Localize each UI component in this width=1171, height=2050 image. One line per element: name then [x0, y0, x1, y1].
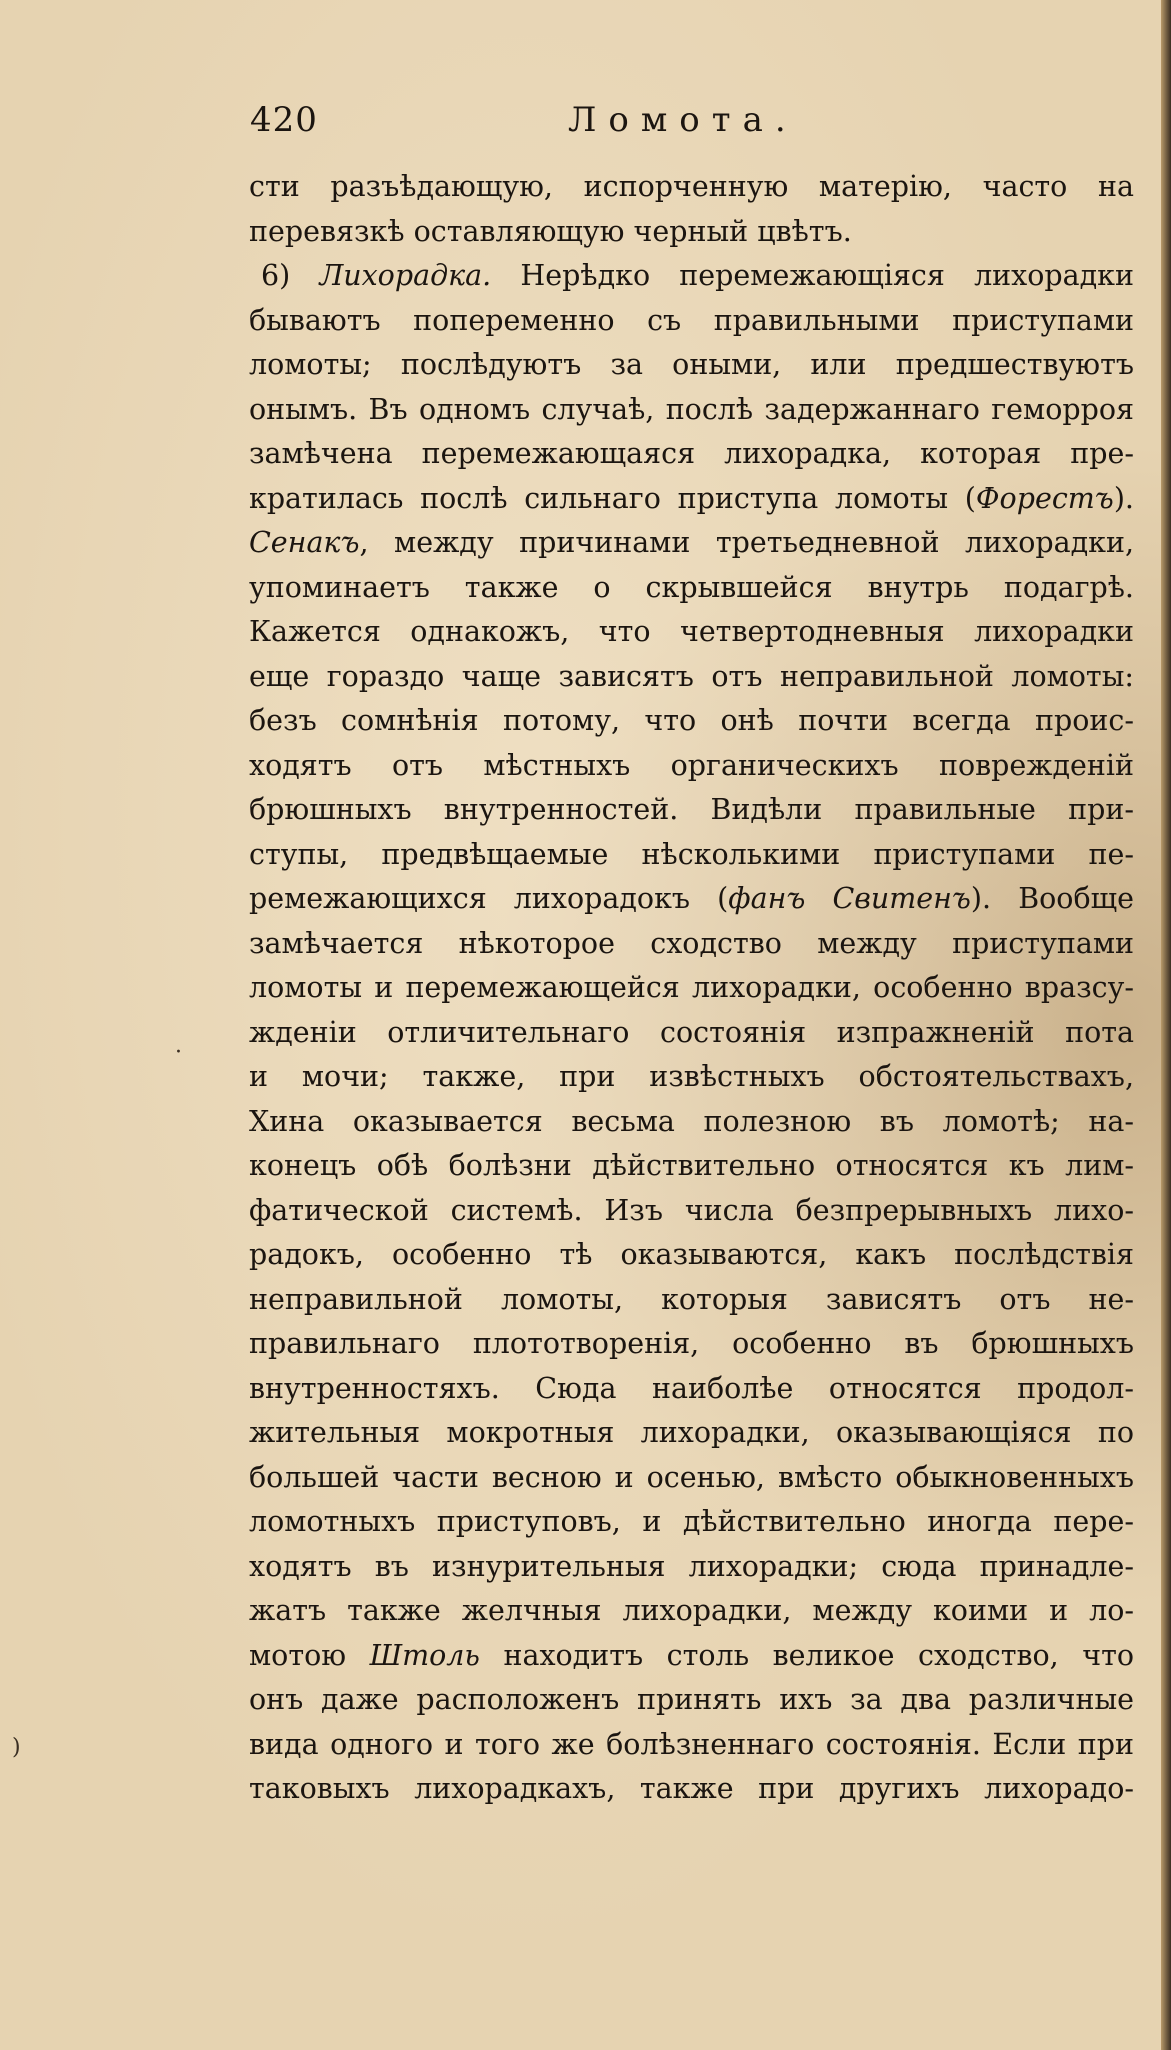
text-line: [249, 699, 1134, 744]
text-line: [249, 1011, 1134, 1056]
text-line: [249, 521, 1134, 566]
text-run: 6): [261, 259, 320, 292]
text-run: и мочи; также, при извѣстныхъ обстоятельствахъ,: [249, 1060, 1134, 1093]
text-line: [249, 210, 1134, 255]
text-line: [249, 744, 1134, 789]
text-run: кратилась послѣ сильнаго приступа ломоты (: [249, 481, 976, 515]
text-run: сти разъѣдающую, испорченную матерію, часто на: [249, 170, 1134, 203]
text-line: [249, 1144, 1134, 1189]
text-line: [249, 254, 1134, 299]
text-run: радокъ, особенно тѣ оказываются, какъ послѣдствія: [249, 1238, 1134, 1271]
text-run: упоминаетъ также о скрывшейся внутрь подагрѣ.: [249, 570, 1134, 604]
italic-name: Лихорадка.: [319, 259, 492, 292]
text-line: [249, 1055, 1134, 1100]
margin-mark: ): [12, 1735, 21, 1760]
text-run: бываютъ попеременно съ правильными приступами: [249, 303, 1134, 337]
text-run: еще гораздо чаще зависятъ отъ неправильной ломоты:: [249, 659, 1134, 693]
text-line: [249, 1723, 1134, 1768]
text-run: ступы, предвѣщаемые нѣсколькими приступами пе-: [249, 837, 1134, 871]
text-run: ходятъ въ изнурительныя лихорадки; сюда принадле-: [249, 1549, 1134, 1583]
body-text: [249, 165, 1134, 1812]
text-line: [249, 1411, 1134, 1456]
text-run: находитъ столь великое сходство, что: [479, 1638, 1134, 1672]
text-run: жатъ также желчныя лихорадки, между коими и ло-: [249, 1594, 1134, 1627]
italic-name: Форестъ: [975, 481, 1114, 515]
text-run: онъ даже расположенъ принять ихъ за два различные: [249, 1683, 1134, 1716]
text-run: брюшныхъ внутренностей. Видѣли правильные при-: [249, 793, 1134, 826]
text-run: ремежающихся лихорадокъ (: [249, 882, 729, 915]
running-head: [250, 100, 1150, 150]
text-run: ).: [1113, 481, 1134, 515]
text-run: большей части весною и осенью, вмѣсто обыкновенныхъ: [249, 1460, 1134, 1494]
text-run: жительныя мокротныя лихорадки, оказывающіяся по: [249, 1416, 1134, 1449]
text-run: Нерѣдко перемежающіяся лихорадки: [491, 259, 1134, 292]
italic-name: Штоль: [369, 1638, 480, 1672]
text-run: вида одного и того же болѣзненнаго состоянія. Если при: [249, 1727, 1134, 1761]
text-line: [249, 922, 1134, 967]
text-line: [249, 1322, 1134, 1367]
text-line: [249, 655, 1134, 700]
margin-mark: ·: [175, 1040, 182, 1065]
text-line: [249, 477, 1134, 522]
text-run: ). Вообще: [970, 882, 1134, 915]
text-run: конецъ обѣ болѣзни дѣйствительно относятся къ лим-: [249, 1149, 1134, 1182]
text-line: [249, 1678, 1134, 1723]
text-line: [249, 610, 1134, 655]
text-line: [249, 343, 1134, 388]
text-run: перевязкѣ оставляющую черный цвѣтъ.: [249, 214, 852, 248]
text-run: ломотныхъ приступовъ, и дѣйствительно иногда пере-: [249, 1505, 1134, 1538]
text-run: , между причинами третьедневной лихорадки,: [359, 526, 1134, 559]
text-run: замѣчена перемежающаяся лихорадка, которая пре-: [249, 437, 1134, 470]
text-run: безъ сомнѣнія потому, что онѣ почти всегда проис-: [249, 704, 1134, 737]
text-line: [249, 877, 1134, 922]
text-run: неправильной ломоты, которыя зависятъ отъ не-: [249, 1282, 1134, 1316]
text-line: [249, 1456, 1134, 1501]
text-line: [249, 1189, 1134, 1234]
italic-name: Сенакъ: [249, 526, 360, 559]
text-line: [249, 1278, 1134, 1323]
text-run: фатической системѣ. Изъ числа безпрерывныхъ лихо-: [249, 1193, 1134, 1227]
text-line: [249, 566, 1134, 611]
text-line: [249, 165, 1134, 210]
text-run: Кажется однакожъ, что четвертодневныя лихорадки: [249, 615, 1134, 648]
text-line: [249, 833, 1134, 878]
text-run: онымъ. Въ одномъ случаѣ, послѣ задержаннаго геморроя: [249, 392, 1134, 426]
text-line: [249, 1634, 1134, 1679]
text-line: [249, 1233, 1134, 1278]
italic-name: фанъ Свитенъ: [728, 882, 971, 915]
text-run: таковыхъ лихорадкахъ, также при другихъ лихорадо-: [249, 1772, 1134, 1805]
page-number: 420: [250, 100, 318, 140]
text-line: [249, 432, 1134, 477]
text-line: [249, 966, 1134, 1011]
text-run: ломоты и перемежающейся лихорадки, особенно вразсу-: [249, 971, 1134, 1004]
text-line: [249, 1367, 1134, 1412]
text-run: замѣчается нѣкоторое сходство между приступами: [249, 926, 1134, 960]
text-line: [249, 788, 1134, 833]
text-line: [249, 1500, 1134, 1545]
text-line: [249, 1589, 1134, 1634]
text-run: жденіи отличительнаго состоянія изпражненій пота: [249, 1015, 1134, 1049]
page-edge-shadow: [1161, 0, 1171, 2050]
text-run: мотою: [249, 1638, 370, 1672]
text-run: внутренностяхъ. Сюда наиболѣе относятся продол-: [249, 1371, 1134, 1405]
text-run: правильнаго плототворенія, особенно въ брюшныхъ: [249, 1327, 1134, 1360]
text-run: ломоты; послѣдуютъ за оными, или предшествуютъ: [249, 348, 1134, 381]
text-run: ходятъ отъ мѣстныхъ органическихъ поврежденій: [249, 748, 1134, 782]
text-run: Хина оказывается весьма полезною въ ломотѣ; на-: [249, 1104, 1134, 1138]
text-line: [249, 1767, 1134, 1812]
text-line: [249, 1100, 1134, 1145]
text-line: [249, 388, 1134, 433]
running-title: Ломота.: [568, 100, 798, 140]
text-line: [249, 1545, 1134, 1590]
text-line: [249, 299, 1134, 344]
